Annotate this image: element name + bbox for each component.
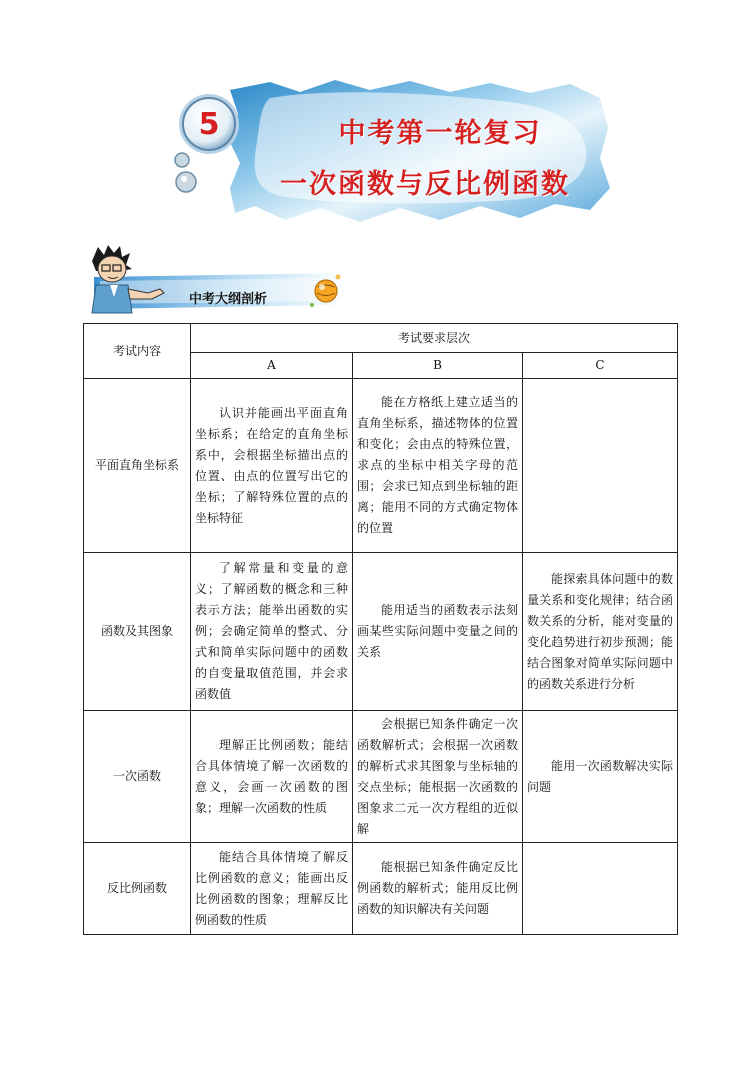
banner-title-line2: 一次函数与反比例函数 [280, 169, 570, 200]
level-c-cell [523, 379, 678, 553]
section-label: 中考大纲剖析 [189, 292, 268, 307]
chapter-banner [160, 78, 610, 228]
level-a-cell: 认识并能画出平面直角坐标系；在给定的直角坐标系中，会根据坐标描出点的位置、由点的位置写出它的坐标；了解特殊位置的点的坐标特征 [191, 379, 353, 553]
chapter-number: 5 [198, 107, 220, 142]
level-b-cell: 能在方格纸上建立适当的直角坐标系，描述物体的位置和变化；会由点的特殊位置，求点的坐标中相关字母的范围；会求已知点到坐标轴的距离；能用不同的方式确定物体的位置 [353, 379, 523, 553]
level-c-cell [523, 843, 678, 935]
table-row [84, 843, 678, 935]
table-row [84, 553, 678, 711]
level-b-cell: 能用适当的函数表示法刻画某些实际问题中变量之间的关系 [353, 553, 523, 711]
level-column-c: C [523, 353, 678, 379]
topic-cell: 平面直角坐标系 [84, 379, 191, 553]
corner-header-cell: 考试内容 [84, 324, 191, 379]
level-b-cell: 能根据已知条件确定反比例函数的解析式；能用反比例函数的知识解决有关问题 [353, 843, 523, 935]
level-column-b: B [353, 353, 523, 379]
level-a-cell: 了解常量和变量的意义；了解函数的概念和三种表示方法；能举出函数的实例；会确定简单的整式、分式和简单实际问题中的函数的自变量取值范围，并会求函数值 [191, 553, 353, 711]
topic-cell: 反比例函数 [84, 843, 191, 935]
topic-cell: 一次函数 [84, 711, 191, 843]
level-c-cell: 能探索具体问题中的数量关系和变化规律；结合函数关系的分析，能对变量的变化趋势进行初步预测；能结合图象对简单实际问题中的函数关系进行分析 [523, 553, 678, 711]
section-header [86, 243, 356, 315]
exam-requirements-table [83, 323, 678, 935]
level-a-cell: 能结合具体情境了解反比例函数的意义；能画出反比例函数的图象；理解反比例函数的性质 [191, 843, 353, 935]
levels-header-cell: 考试要求层次 [191, 324, 678, 353]
table-header-row [84, 324, 678, 353]
level-c-cell: 能用一次函数解决实际问题 [523, 711, 678, 843]
level-column-a: A [191, 353, 353, 379]
level-a-cell: 理解正比例函数；能结合具体情境了解一次函数的意义，会画一次函数的图象；理解一次函数的性质 [191, 711, 353, 843]
topic-cell: 函数及其图象 [84, 553, 191, 711]
frost-banner-graphic [160, 78, 610, 228]
banner-title-line1: 中考第一轮复习 [338, 118, 542, 149]
table-row [84, 379, 678, 553]
table-row [84, 711, 678, 843]
level-b-cell: 会根据已知条件确定一次函数解析式；会根据一次函数的解析式求其图象与坐标轴的交点坐标；能根据一次函数的图象求二元一次方程组的近似解 [353, 711, 523, 843]
